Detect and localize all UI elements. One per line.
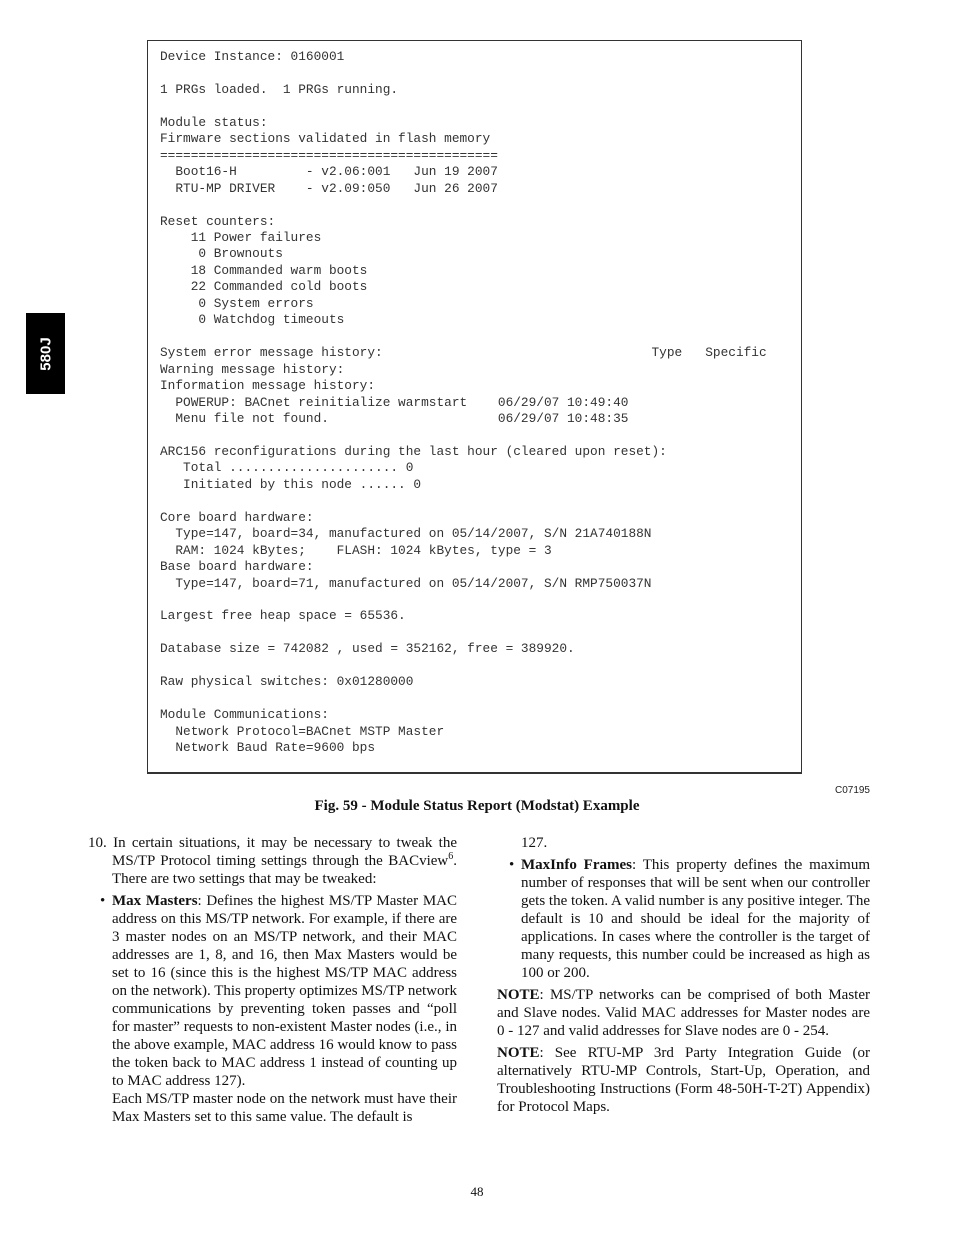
max-masters-term: Max Masters [112,893,198,909]
max-masters-followup [88,1090,457,1126]
module-status-report-box [147,40,802,774]
right-column [497,834,870,1116]
figure-id: C07195 [834,785,870,796]
max-masters-followup-text: Each MS/TP master node on the network must have their Max Masters set to this same value. The default is [112,1091,457,1125]
bullet-max-masters [88,892,457,1090]
item-text-cont: . There are two settings that may be tweaked: [112,853,457,887]
bullet-dot: • [100,893,106,909]
item-text: In certain situations, it may be necessary to tweak the MS/TP Protocol timing settings through the BACview [112,835,457,869]
maxinfo-text: : This property defines the maximum number of responses that will be sent when our controller gets the token. A valid number is any positive integer. The default is 10 and should be ideal for the majority of applications. In cases where the controller is the target of many requests, this number could be increased as high as 100 or 200. [521,857,870,981]
note-protocol-maps [497,1044,870,1116]
max-masters-followup-tail: 127. [521,835,548,851]
max-masters-followup-cont [497,834,870,852]
note-label: NOTE [497,987,540,1003]
numbered-item-10 [88,834,457,888]
module-status-report-text: Device Instance: 0160001 1 PRGs loaded. 1 PRGs running. Module status: Firmware sections validated in flash memory ============================================ Boot16-H - v2.06:001 Jun 19 2007 RTU-MP DRIVER - v2.09:050 Jun 26 2007 Reset counters: 11 Power failures 0 Brownouts 18 Commanded warm boots 22 Commanded cold boots 0 System errors 0 Watchdog timeouts System error message history: Type Specific Warning message history: Information message history: POWERUP: BACnet reinitialize warmstart 06/29/07 10:49:40 Menu file not found. 06/29/07 10:48:35 ARC156 reconfigurations during the last hour (cleared upon reset): Total ...................... 0 Initiated by this node ...... 0 Core board hardware: Type=147, board=34, manufactured on 05/14/2007, S/N 21A740188N RAM: 1024 kBytes; FLASH: 1024 kBytes, type = 3 Base board hardware: Type=147, board=71, manufactured on 05/14/2007, S/N RMP750037N Largest free heap space = 65536. Database size = 742082 , used = 352162, free = 389920. Raw physical switches: 0x01280000 Module Communications: Network Protocol=BACnet MSTP Master Network Baud Rate=9600 bps [160,49,767,756]
bullet-maxinfo-frames [497,856,870,982]
side-section-tab [26,313,65,394]
bullet-dot: • [509,857,515,873]
max-masters-text: : Defines the highest MS/TP Master MAC address on this MS/TP network. For example, if there are 3 master nodes on an MS/TP network, and their MAC addresses are 1, 8, and 16, then Max Masters would be set to 16 (since this is the highest MS/TP MAC address on the network). This property optimizes MS/TP network communications by preventing token passes and “poll for master” requests to non-existent Master nodes (i.e., in the above example, MAC address 16 would know to pass the token back to MAC address 1 instead of counting up to MAC address 127). [112,893,457,1089]
note-label: NOTE [497,1045,540,1061]
footnote-superscript: 6 [448,851,454,862]
item-number: 10. [88,835,107,851]
page-number: 48 [470,1184,484,1199]
figure-caption: Fig. 59 - Module Status Report (Modstat) Example [314,798,640,814]
side-tab-label: 580J [37,336,54,371]
note-text: : MS/TP networks can be comprised of both Master and Slave nodes. Valid MAC addresses for Master nodes are 0 - 127 and valid addresses for Slave nodes are 0 - 254. [497,987,870,1039]
maxinfo-term: MaxInfo Frames [521,857,632,873]
note-mstp-nodes [497,986,870,1040]
note-text: : See RTU-MP 3rd Party Integration Guide (or alternatively RTU-MP Controls, Start-Up, Operation, and Troubleshooting Instructions (Form 48-50H-T-2T) Appendix) for Protocol Maps. [497,1045,870,1115]
left-column [88,834,457,1126]
